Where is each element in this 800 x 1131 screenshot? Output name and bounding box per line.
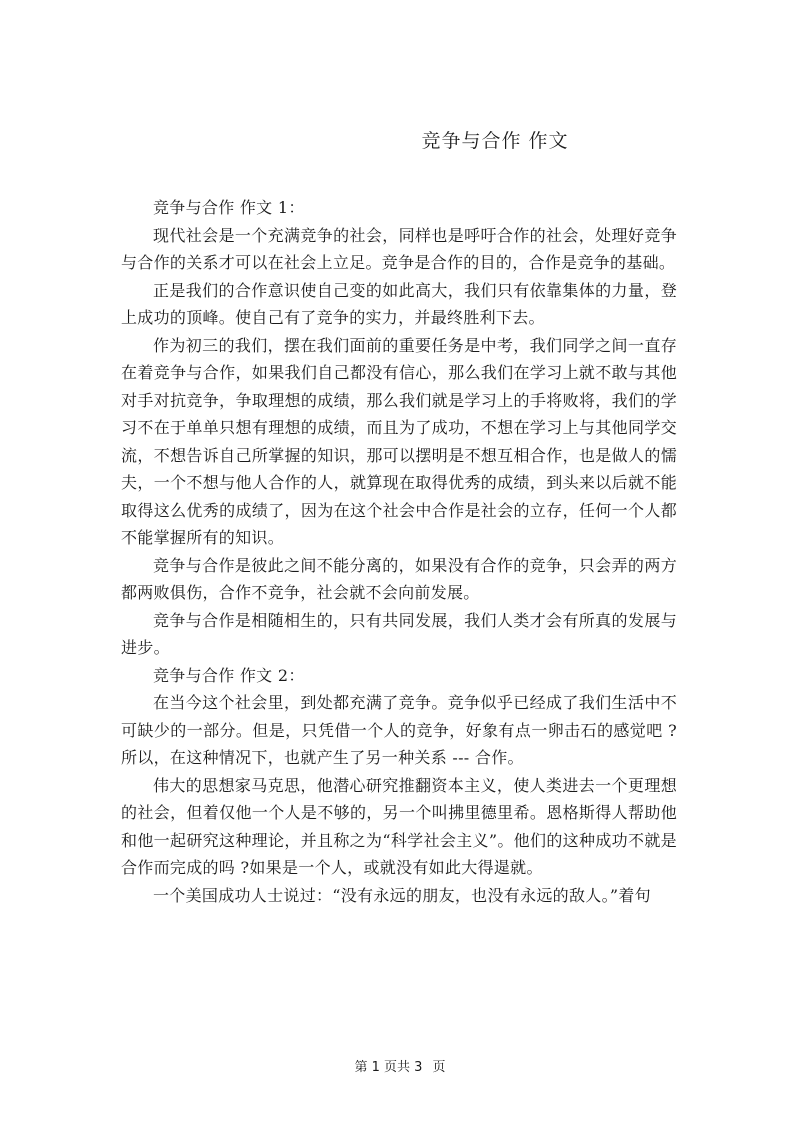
paragraph: 在当今这个社会里，到处都充满了竞争。竞争似乎已经成了我们生活中不可缺少的一部分。但是，只凭借一个人的竞争，好象有点一卵击石的感觉吧 ?所以，在这种情况下，也就产生了另一种关系 --- 合作。 xyxy=(121,693,677,767)
document-title: 竞争与合作 作文 xyxy=(421,130,569,152)
essay-2-heading: 竞争与合作 作文 2： xyxy=(153,665,305,685)
paragraph: 伟大的思想家马克思，他潜心研究推翻资本主义，使人类进去一个更理想的社会，但着仅他一个人是不够的，另一个叫拂里德里希。恩格斯得人帮助他和他一起研究这种理论，并且称之为“科学社会主义”。他们的这种成功不就是合作而完成的吗 ?如果是一个人，或就没有如此大得遈就。 xyxy=(121,775,677,877)
paragraph: 正是我们的合作意识使自己变的如此高大，我们只有依靠集体的力量，登上成功的顶峰。使自己有了竞争的实力，并最终胜利下去。 xyxy=(121,280,677,327)
page-footer xyxy=(0,1056,800,1075)
document-body xyxy=(121,194,677,909)
page-number: 第 1 页共 3 xyxy=(354,1060,423,1075)
page-suffix: 页 xyxy=(432,1060,446,1075)
paragraph: 一个美国成功人士说过：“没有永远的朋友，也没有永远的敌人。”着句 xyxy=(153,885,651,905)
paragraph: 竞争与合作是彼此之间不能分离的，如果没有合作的竞争，只会弄的两方都两败俱伤，合作不竞争，社会就不会向前发展。 xyxy=(121,555,677,602)
essay-1-heading: 竞争与合作 作文 1： xyxy=(153,198,305,217)
paragraph: 竞争与合作是相随相生的，只有共同发展，我们人类才会有所真的发展与进步。 xyxy=(121,610,677,657)
paragraph: 现代社会是一个充满竞争的社会，同样也是呼吁合作的社会，处理好竞争与合作的关系才可以在社会上立足。竞争是合作的目的，合作是竞争的基础。 xyxy=(121,225,677,272)
paragraph: 作为初三的我们，摆在我们面前的重要任务是中考，我们同学之间一直存在着竞争与合作，如果我们自己都没有信心，那么我们在学习上就不敢与其他对手对抗竞争，争取理想的成绩，那么我们就是学习上的手将败将，我们的学习不在于单单只想有理想的成绩，而且为了成功，不想在学习上与其他同学交流，不想告诉自己所掌握的知识，那可以摆明是不想互相合作，也是做人的懦夫，一个不想与他人合作的人，就算现在取得优秀的成绩，到头来以后就不能取得这么优秀的成绩了，因为在这个社会中合作是社会的立存，任何一个人都不能掌握所有的知识。 xyxy=(121,335,677,547)
